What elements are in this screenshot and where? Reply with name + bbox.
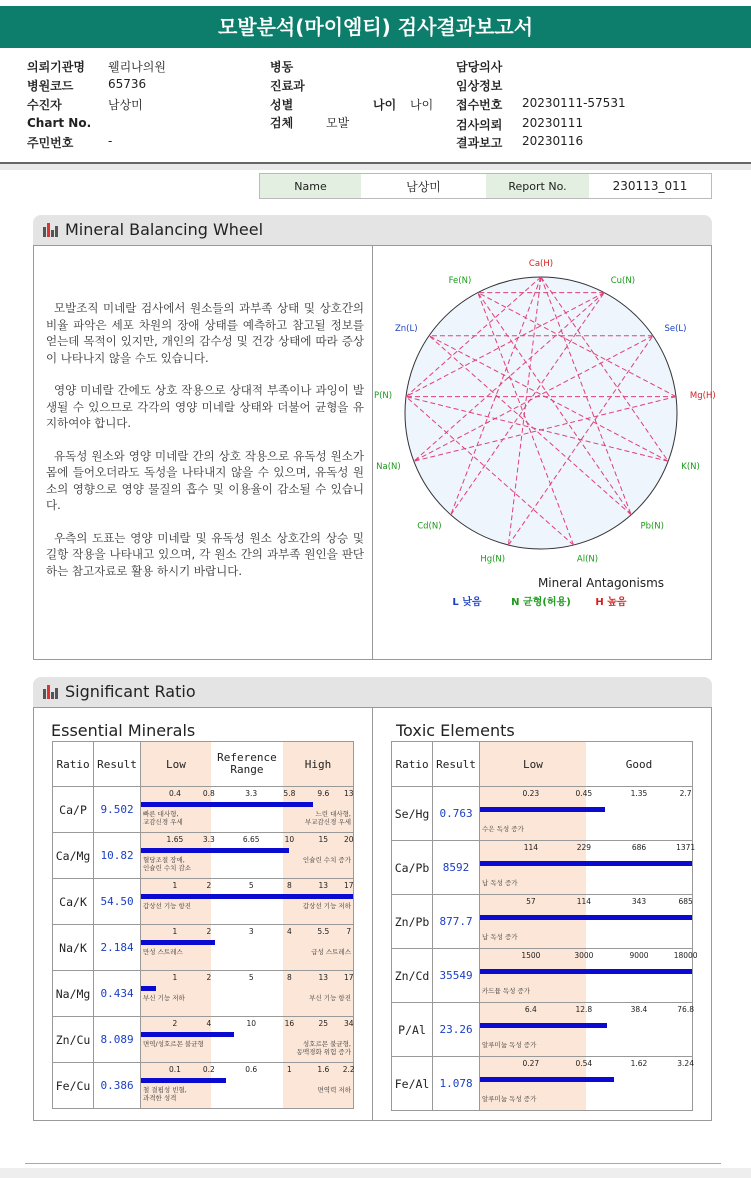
request-value: 20230111 xyxy=(522,116,584,130)
ratio-name: Ca/Mg xyxy=(53,833,94,879)
ratio-name: Ca/P xyxy=(53,787,94,833)
ratio-name: P/Al xyxy=(392,1003,433,1057)
ratio-gauge xyxy=(141,787,353,832)
wheel-node-label: Cd(N) xyxy=(417,521,442,532)
essential-table xyxy=(52,741,354,1109)
ratio-gauge xyxy=(480,1003,692,1056)
chart-label: Chart No. xyxy=(27,116,92,130)
tick-label: 5.8 xyxy=(283,789,296,798)
report-label: Report No. xyxy=(486,174,589,198)
institution-value: 웰리나의원 xyxy=(108,60,166,74)
tick-label: 1 xyxy=(287,1065,292,1074)
wheel-caption: Mineral Antagonisms xyxy=(537,576,665,590)
low-note: 면역/성호르몬 불균형 xyxy=(142,1040,204,1048)
institution-label: 의뢰기관명 xyxy=(27,60,85,74)
ratio-bar xyxy=(480,807,605,812)
ratio-result: 35549 xyxy=(433,949,480,1003)
tick-label: 3000 xyxy=(574,951,594,960)
recipient-label: 수진자 xyxy=(27,98,62,112)
ratio-bar xyxy=(480,1023,607,1028)
patient-info xyxy=(0,52,751,164)
ratio-name: Zn/Cu xyxy=(53,1017,94,1063)
wheel-node-label: Ca(H) xyxy=(528,259,554,269)
ratio-row xyxy=(53,1063,354,1109)
name-label: Name xyxy=(260,174,361,198)
tick-label: 1.62 xyxy=(630,1059,648,1068)
bar-chart-icon xyxy=(43,685,57,699)
col-reference: Reference Range xyxy=(217,751,277,776)
footer-line xyxy=(25,1163,721,1164)
ratio-name: Fe/Al xyxy=(392,1057,433,1111)
high-note: 느린 대사형, 부교감신경 우세 xyxy=(304,810,351,826)
ratio-row xyxy=(53,879,354,925)
receipt-label: 접수번호 xyxy=(456,98,503,112)
name-bar xyxy=(259,173,712,199)
legend-item: N 균형(허용) xyxy=(511,597,571,608)
tick-label: 2 xyxy=(206,927,212,936)
tick-label: 13 xyxy=(343,789,354,798)
tick-label: 1.6 xyxy=(317,1065,330,1074)
high-note: 부신 기능 항진 xyxy=(309,994,351,1002)
recipient-value: 남상미 xyxy=(108,98,143,112)
mineral-wheel-heading: Mineral Balancing Wheel xyxy=(65,220,264,239)
ratio-gauge xyxy=(141,971,353,1016)
tick-label: 2.7 xyxy=(679,789,692,798)
ratio-result: 877.7 xyxy=(433,895,480,949)
wheel-node-label: Mg(H) xyxy=(689,390,716,401)
hospital-code-value: 65736 xyxy=(108,77,147,91)
tick-label: 3.3 xyxy=(245,789,258,798)
tick-label: 57 xyxy=(526,897,536,906)
tick-label: 1.35 xyxy=(630,789,648,798)
tick-label: 18000 xyxy=(673,951,698,960)
legend-item: L 낮음 xyxy=(452,597,482,608)
wheel-node-label: K(N) xyxy=(681,462,700,473)
ratio-gauge xyxy=(480,841,696,894)
ratio-name: Ca/K xyxy=(53,879,94,925)
tick-label: 1 xyxy=(172,927,178,936)
col-ratio: Ratio xyxy=(392,742,433,787)
ratio-heading: Significant Ratio xyxy=(65,682,196,701)
doctor-label: 담당의사 xyxy=(456,60,503,74)
tick-label: 1371 xyxy=(676,843,696,852)
antagonism-wheel xyxy=(373,245,716,660)
ratio-row xyxy=(53,925,354,971)
ratio-gauge xyxy=(141,925,353,970)
ratio-gauge xyxy=(480,949,698,1002)
ratio-name: Ca/Pb xyxy=(392,841,433,895)
ratio-result: 23.26 xyxy=(433,1003,480,1057)
legend-item: H 높음 xyxy=(595,597,627,608)
tick-label: 2.2 xyxy=(342,1065,355,1074)
ratio-header xyxy=(33,677,712,707)
ratio-row xyxy=(392,1003,693,1057)
tick-label: 6.65 xyxy=(242,835,260,844)
low-note: 알루미늄 독성 증가 xyxy=(481,1095,537,1103)
tick-label: 3 xyxy=(248,927,254,936)
low-note: 빠른 대사형, 교감신경 우세 xyxy=(142,810,183,826)
tick-label: 20 xyxy=(343,835,354,844)
tick-label: 1 xyxy=(172,973,178,982)
ratio-gauge xyxy=(141,1017,353,1062)
tick-label: 16 xyxy=(284,1019,295,1028)
high-note: 갑상선 기능 저하 xyxy=(302,902,351,910)
tick-label: 686 xyxy=(631,843,647,852)
tick-label: 0.6 xyxy=(245,1065,258,1074)
tick-label: 0.8 xyxy=(202,789,215,798)
ratio-row xyxy=(53,787,354,833)
col-result: Result xyxy=(433,742,480,787)
sex-label: 성별 xyxy=(270,98,294,112)
tick-label: 7 xyxy=(346,927,352,936)
wheel-paragraph: 영양 미네랄 간에도 상호 작용으로 상대적 부족이나 과잉이 발생될 수 있으므로 각각의 영양 미네랄 상태와 더불어 균형을 유지하여야 합니다. xyxy=(46,383,364,430)
col-ratio: Ratio xyxy=(53,742,94,787)
tick-label: 4 xyxy=(206,1019,212,1028)
tick-label: 0.27 xyxy=(522,1059,540,1068)
tick-label: 17 xyxy=(343,973,354,982)
ratio-row xyxy=(392,1057,693,1111)
low-note: 만성 스트레스 xyxy=(142,948,183,956)
high-note: 면역력 저하 xyxy=(317,1086,351,1094)
tick-label: 17 xyxy=(343,881,354,890)
request-label: 검사의뢰 xyxy=(456,118,503,132)
tick-label: 9.6 xyxy=(317,789,330,798)
tick-label: 3.24 xyxy=(677,1059,694,1068)
ratio-result: 8592 xyxy=(433,841,480,895)
footer-band xyxy=(0,1168,751,1178)
receipt-value: 20230111-57531 xyxy=(522,96,626,110)
low-note: 혈당조절 장애, 인슐린 수치 감소 xyxy=(142,856,192,872)
wheel-paragraph: 모발조직 미네랄 검사에서 원소들의 과부족 상태 및 상호간의 비율 파악은 세포 차원의 장애 상태를 예측하고 참고될 정보를 얻는데 목적이 있지만, 개인의 감수성 및 건강 상태에 따라 증상이 나타나지 않을 수도 있습니다. xyxy=(46,301,364,365)
ratio-bar xyxy=(480,861,692,866)
low-note: 부신 기능 저하 xyxy=(142,994,185,1002)
ratio-bar xyxy=(480,969,692,974)
tick-label: 76.8 xyxy=(677,1005,694,1014)
tick-label: 9000 xyxy=(629,951,649,960)
ratio-gauge xyxy=(480,787,692,840)
low-note: 수은 독성 증가 xyxy=(481,825,524,833)
tick-label: 0.4 xyxy=(168,789,181,798)
wheel-circle xyxy=(405,277,677,549)
wheel-node-label: Hg(N) xyxy=(480,554,506,565)
tick-label: 114 xyxy=(576,897,592,906)
ratio-row xyxy=(392,949,693,1003)
ratio-bar xyxy=(141,894,353,899)
ratio-name: Na/K xyxy=(53,925,94,971)
low-note: 납 독성 증가 xyxy=(481,879,518,887)
wheel-description xyxy=(46,300,364,595)
high-note: 성호르몬 불균형, 동맥경화 위험 증가 xyxy=(296,1040,351,1056)
low-note: 갑상선 기능 항진 xyxy=(142,902,192,910)
ratio-bar xyxy=(480,1077,614,1082)
high-note: 급성 스트레스 xyxy=(311,948,351,956)
ratio-gauge xyxy=(480,1057,692,1110)
tick-label: 5 xyxy=(248,973,254,982)
resident-value: - xyxy=(108,134,113,148)
tick-label: 38.4 xyxy=(630,1005,648,1014)
wheel-node-label: Na(N) xyxy=(376,462,401,473)
ratio-row xyxy=(53,971,354,1017)
ratio-bar xyxy=(480,915,692,920)
ratio-gauge xyxy=(141,1063,353,1108)
mineral-wheel-header xyxy=(33,215,712,245)
specimen-value: 모발 xyxy=(326,116,350,130)
ratio-name: Zn/Pb xyxy=(392,895,433,949)
result-label: 결과보고 xyxy=(456,136,503,150)
ratio-result: 1.078 xyxy=(433,1057,480,1111)
ratio-name: Na/Mg xyxy=(53,971,94,1017)
wheel-paragraph: 유독성 원소와 영양 미네랄 간의 상호 작용으로 유독성 원소가 몸에 들어오더라도 독성을 나타내지 않을 수 있으며, 유독성 원소의 영향으로 영양 물질의 흡수 및 이용율이 감소될 수 있습니다. xyxy=(46,448,364,512)
low-note: 카드뮴 독성 증가 xyxy=(481,987,531,995)
specimen-label: 검체 xyxy=(270,116,294,130)
ratio-bar xyxy=(141,1032,234,1037)
ratio-result: 10.82 xyxy=(94,833,141,879)
tick-label: 12.8 xyxy=(575,1005,593,1014)
tick-label: 5 xyxy=(248,881,254,890)
tick-label: 2 xyxy=(172,1019,178,1028)
ratio-result: 8.089 xyxy=(94,1017,141,1063)
tick-label: 0.45 xyxy=(575,789,593,798)
ratio-divider xyxy=(372,707,373,1121)
age-label: 나이 xyxy=(373,98,397,112)
col-result: Result xyxy=(94,742,141,787)
tick-label: 2 xyxy=(206,973,212,982)
low-note: 알루미늄 독성 증가 xyxy=(481,1041,537,1049)
tick-label: 685 xyxy=(678,897,693,906)
toxic-table xyxy=(391,741,698,1111)
toxic-title: Toxic Elements xyxy=(396,721,515,740)
tick-label: 1 xyxy=(172,881,178,890)
ratio-result: 0.386 xyxy=(94,1063,141,1109)
clinical-label: 임상정보 xyxy=(456,79,503,93)
tick-label: 13 xyxy=(318,973,329,982)
ratio-row xyxy=(392,787,693,841)
ratio-bar xyxy=(141,802,313,807)
bar-chart-icon xyxy=(43,223,57,237)
ratio-gauge xyxy=(141,833,353,878)
col-low: Low xyxy=(141,742,211,786)
tick-label: 4 xyxy=(287,927,292,936)
tick-label: 1500 xyxy=(521,951,541,960)
ratio-gauge xyxy=(141,879,353,924)
ratio-result: 0.763 xyxy=(433,787,480,841)
ratio-gauge xyxy=(480,895,692,948)
divider xyxy=(0,164,751,170)
report-value: 230113_011 xyxy=(612,179,688,193)
tick-label: 2 xyxy=(206,881,212,890)
resident-label: 주민번호 xyxy=(27,136,74,150)
ratio-name: Zn/Cd xyxy=(392,949,433,1003)
tick-label: 114 xyxy=(523,843,539,852)
tick-label: 0.1 xyxy=(168,1065,181,1074)
high-note: 인슐린 수치 증가 xyxy=(302,856,351,864)
name-value: 남상미 xyxy=(406,179,441,194)
tick-label: 25 xyxy=(318,1019,329,1028)
tick-label: 13 xyxy=(318,881,329,890)
wheel-node-label: Zn(L) xyxy=(394,323,418,334)
dept-label: 진료과 xyxy=(270,79,305,93)
tick-label: 0.23 xyxy=(522,789,540,798)
tick-label: 10 xyxy=(284,835,295,844)
wheel-paragraph: 우측의 도표는 영양 미네랄 및 유독성 원소 상호간의 상승 및 길항 작용을 나타내고 있으며, 각 원소 간의 과부족 원인을 판단하는 참고자료로 활용 하시기 바랍니다. xyxy=(46,530,364,578)
ratio-row xyxy=(53,1017,354,1063)
low-note: 납 독성 증가 xyxy=(481,933,518,941)
tick-label: 8 xyxy=(287,881,292,890)
wheel-node-label: Pb(N) xyxy=(640,521,664,532)
tick-label: 3.3 xyxy=(202,835,215,844)
col-high: High xyxy=(283,742,353,786)
ratio-result: 54.50 xyxy=(94,879,141,925)
wheel-node-label: P(N) xyxy=(373,390,393,401)
wheel-node-label: Cu(N) xyxy=(610,276,636,287)
tick-label: 8 xyxy=(287,973,292,982)
ward-label: 병동 xyxy=(270,60,294,74)
col-low: Low xyxy=(480,742,586,786)
ratio-bar xyxy=(141,1078,226,1083)
ratio-name: Fe/Cu xyxy=(53,1063,94,1109)
ratio-result: 2.184 xyxy=(94,925,141,971)
tick-label: 10 xyxy=(246,1019,256,1028)
ratio-bar xyxy=(141,986,156,991)
ratio-row xyxy=(392,841,693,895)
ratio-bar xyxy=(141,940,215,945)
tick-label: 6.4 xyxy=(524,1005,537,1014)
ratio-result: 9.502 xyxy=(94,787,141,833)
tick-label: 5.5 xyxy=(317,927,330,936)
low-note: 철 결핍성 빈혈, 과격한 성격 xyxy=(142,1086,187,1102)
essential-title: Essential Minerals xyxy=(51,721,196,740)
ratio-row xyxy=(392,895,693,949)
ratio-result: 0.434 xyxy=(94,971,141,1017)
tick-label: 34 xyxy=(343,1019,354,1028)
age-value: 나이 xyxy=(410,98,434,112)
wheel-node-label: Al(N) xyxy=(576,554,599,565)
wheel-node-label: Se(L) xyxy=(664,323,687,334)
tick-label: 1.65 xyxy=(166,835,184,844)
ratio-name: Se/Hg xyxy=(392,787,433,841)
ratio-bar xyxy=(141,848,289,853)
report-title: 모발분석(마이엠티) 검사결과보고서 xyxy=(0,6,751,48)
tick-label: 15 xyxy=(318,835,329,844)
result-value: 20230116 xyxy=(522,134,584,148)
tick-label: 343 xyxy=(631,897,647,906)
wheel-area xyxy=(372,245,716,660)
tick-label: 0.54 xyxy=(575,1059,593,1068)
wheel-node-label: Fe(N) xyxy=(448,276,472,287)
tick-label: 0.2 xyxy=(202,1065,215,1074)
ratio-row xyxy=(53,833,354,879)
hospital-code-label: 병원코드 xyxy=(27,79,74,93)
col-good: Good xyxy=(625,757,653,771)
tick-label: 229 xyxy=(576,843,592,852)
